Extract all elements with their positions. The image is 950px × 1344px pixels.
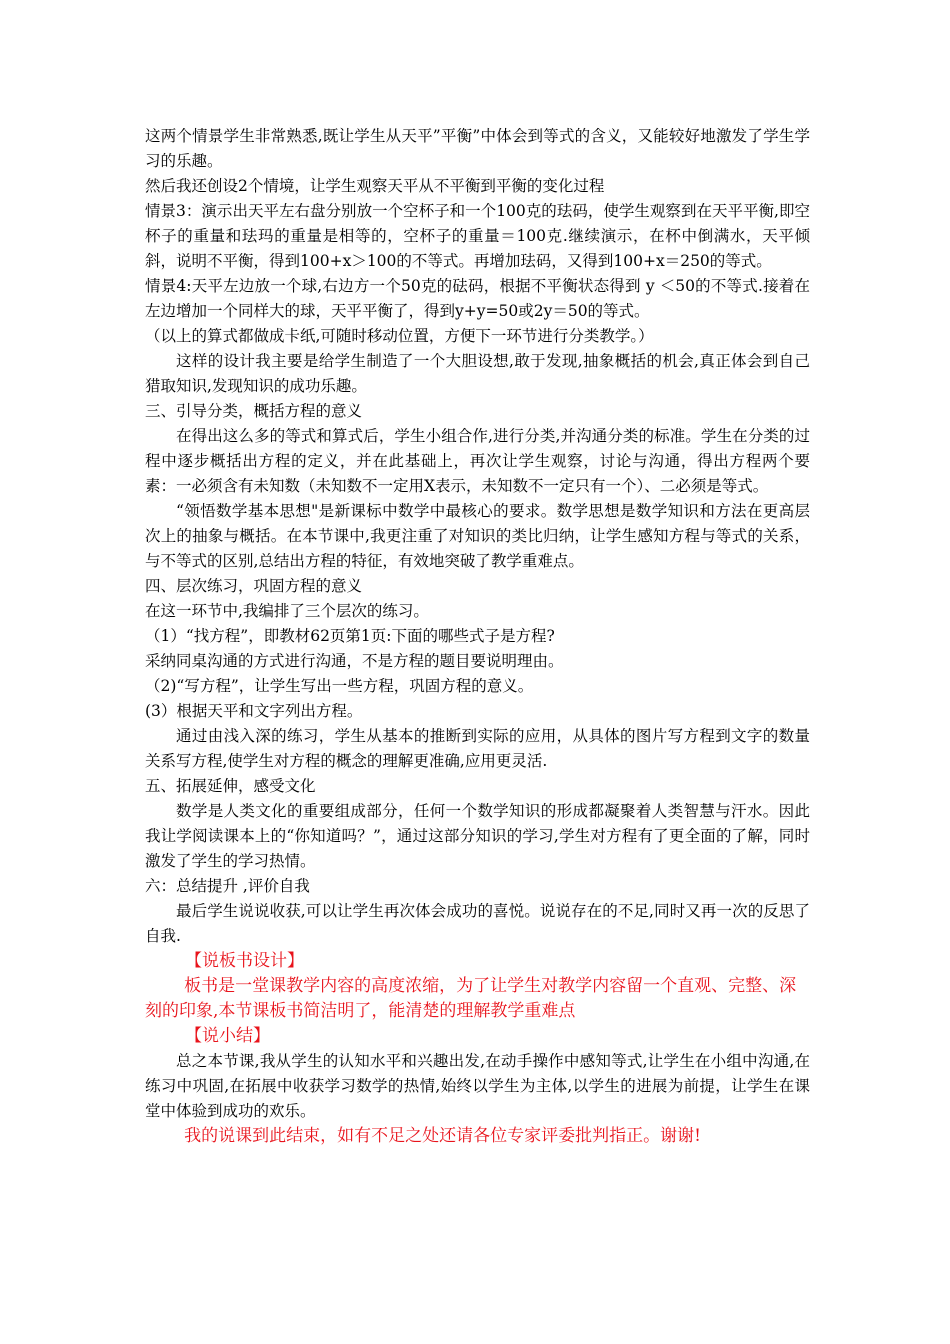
section-heading-5: 五、拓展延伸，感受文化 <box>145 777 316 795</box>
exercise-item-3: (3）根据天平和文字列出方程。 <box>145 702 363 720</box>
section-heading-3: 三、引导分类，概括方程的意义 <box>145 402 363 420</box>
exercise-item-2: （2)“写方程”，让学生写出一些方程，巩固方程的意义。 <box>145 677 534 695</box>
paragraph-scenario-4: 情景4:天平左边放一个球,右边方一个50克的砝码，根据不平衡状态得到 y ＜50的不等式.接着在左边增加一个同样大的球，天平平衡了，得到y+y=50或2y＝50的等式。 <box>145 277 810 320</box>
paragraph-design-purpose: 这样的设计我主要是给学生制造了一个大胆设想,敢于发现,抽象概括的机会,真正体会到自己猎取知识,发现知识的成功乐趣。 <box>145 352 810 395</box>
summary-heading: 【说小结】 <box>185 1026 270 1046</box>
section-heading-6: 六：总结提升 ,评价自我 <box>145 877 310 895</box>
section-heading-4: 四、层次练习，巩固方程的意义 <box>145 577 363 595</box>
closing-remark: 我的说课到此结束，如有不足之处还请各位专家评委批判指正。谢谢! <box>184 1126 701 1146</box>
paragraph-reflection: 最后学生说说收获,可以让学生再次体会成功的喜悦。说说存在的不足,同时又再一次的反思了自我. <box>145 902 810 945</box>
summary-text: 总之本节课,我从学生的认知水平和兴趣出发,在动手操作中感知等式,让学生在小组中沟通,在练习中巩固,在拓展中收获学习数学的热情,始终以学生为主体,以学生的进展为前提，让学生在课堂中体验到成功的欢乐。 <box>145 1052 810 1120</box>
paragraph-card-note: （以上的算式都做成卡纸,可随时移动位置，方便下一环节进行分类教学。） <box>145 327 654 345</box>
paragraph-culture: 数学是人类文化的重要组成部分，任何一个数学知识的形成都凝聚着人类智慧与汗水。因此我让学阅读课本上的“你知道吗？”，通过这部分知识的学习,学生对方程有了更全面的了解，同时激发了学生的学习热情。 <box>145 802 810 870</box>
paragraph-classification: 在得出这么多的等式和算式后，学生小组合作,进行分类,并沟通分类的标准。学生在分类的过程中逐步概括出方程的定义，并在此基础上，再次让学生观察，讨论与沟通，得出方程两个要素：一必须含有未知数（未知数不一定用X表示，未知数不一定只有一个）、二必须是等式。 <box>145 427 810 495</box>
paragraph-scenarios-intro: 然后我还创设2个情境，让学生观察天平从不平衡到平衡的变化过程 <box>145 177 605 195</box>
board-design-heading: 【说板书设计】 <box>185 951 304 971</box>
paragraph-intro-continued: 这两个情景学生非常熟悉,既让学生从天平”平衡”中体会到等式的含义，又能较好地激发了学生学习的乐趣。 <box>145 127 810 170</box>
exercise-item-1: （1）“找方程”，即教材62页第1页:下面的哪些式子是方程? <box>145 627 555 645</box>
paragraph-math-thought: “领悟数学基本思想"是新课标中数学中最核心的要求。数学思想是数学知识和方法在更高层次上的抽象与概括。在本节课中,我更注重了对知识的类比归纳，让学生感知方程与等式的关系，与不等式的区别,总结出方程的特征，有效地突破了教学重难点。 <box>145 502 810 570</box>
paragraph-scenario-3: 情景3：演示出天平左右盘分别放一个空杯子和一个100克的珐码，使学生观察到在天平平衡,即空杯子的重量和珐玛的重量是相等的，空杯子的重量＝100克.继续演示，在杯中倒满水，天平倾斜，说明不平衡，得到100+x＞100的不等式。再增加珐码，又得到100+x＝250的等式。 <box>145 202 810 270</box>
document-page <box>145 124 810 1149</box>
paragraph-exercise-summary: 通过由浅入深的练习，学生从基本的推断到实际的应用，从具体的图片写方程到文字的数量关系写方程,使学生对方程的概念的理解更准确,应用更灵活. <box>145 727 810 770</box>
board-design-text: 板书是一堂课教学内容的高度浓缩，为了让学生对教学内容留一个直观、完整、深刻的印象,本节课板书简洁明了，能清楚的理解教学重难点 <box>145 976 797 1021</box>
exercise-item-1-note: 采纳同桌沟通的方式进行沟通，不是方程的题目要说明理由。 <box>145 652 564 670</box>
paragraph-exercise-intro: 在这一环节中,我编排了三个层次的练习。 <box>145 602 429 620</box>
